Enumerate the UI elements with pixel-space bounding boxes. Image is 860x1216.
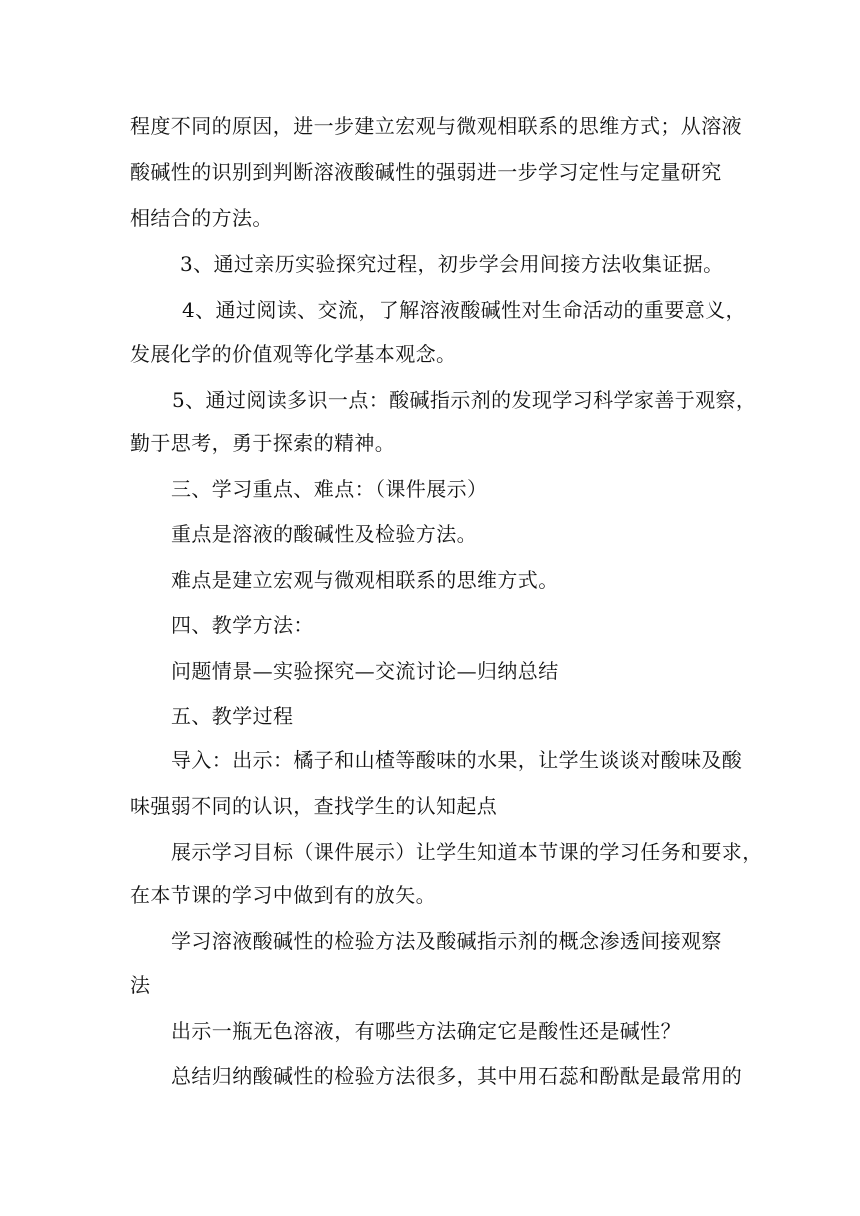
text-line-12: 四、教学方法： bbox=[171, 613, 314, 637]
text-line-4: 3、通过亲历实验探究过程，初步学会用间接方法收集证据。 bbox=[180, 252, 724, 276]
text-line-6: 发展化学的价值观等化学基本观念。 bbox=[130, 342, 457, 366]
text-line-5: 4、通过阅读、交流，了解溶液酸碱性对生命活动的重要意义， bbox=[182, 298, 746, 322]
text-line-14: 五、教学过程 bbox=[171, 704, 294, 728]
text-line-13: 问题情景—实验探究—交流讨论—归纳总结 bbox=[171, 659, 559, 683]
text-line-21: 出示一瓶无色溶液，有哪些方法确定它是酸性还是碱性？ bbox=[171, 1019, 681, 1043]
text-line-1: 程度不同的原因，进一步建立宏观与微观相联系的思维方式；从溶液 bbox=[130, 114, 742, 138]
text-line-10: 重点是溶液的酸碱性及检验方法。 bbox=[171, 522, 477, 546]
text-line-3: 相结合的方法。 bbox=[130, 206, 273, 230]
text-line-11: 难点是建立宏观与微观相联系的思维方式。 bbox=[171, 568, 559, 592]
text-line-8: 勤于思考，勇于探索的精神。 bbox=[130, 431, 396, 455]
text-line-22: 总结归纳酸碱性的检验方法很多，其中用石蕊和酚酞是最常用的 bbox=[171, 1064, 743, 1088]
text-line-18: 在本节课的学习中做到有的放矢。 bbox=[130, 883, 436, 907]
text-line-17: 展示学习目标（课件展示）让学生知道本节课的学习任务和要求， bbox=[171, 840, 763, 864]
text-line-7: 5、通过阅读多识一点：酸碱指示剂的发现学习科学家善于观察， bbox=[172, 388, 757, 412]
text-line-20: 法 bbox=[130, 973, 151, 997]
text-line-2: 酸碱性的识别到判断溶液酸碱性的强弱进一步学习定性与定量研究 bbox=[130, 160, 722, 184]
text-line-16: 味强弱不同的认识，查找学生的认知起点 bbox=[130, 794, 498, 818]
text-line-19: 学习溶液酸碱性的检验方法及酸碱指示剂的概念渗透间接观察 bbox=[171, 929, 722, 953]
text-line-9: 三、学习重点、难点：（课件展示） bbox=[171, 477, 488, 501]
text-line-15: 导入：出示：橘子和山楂等酸味的水果，让学生谈谈对酸味及酸 bbox=[171, 748, 743, 772]
